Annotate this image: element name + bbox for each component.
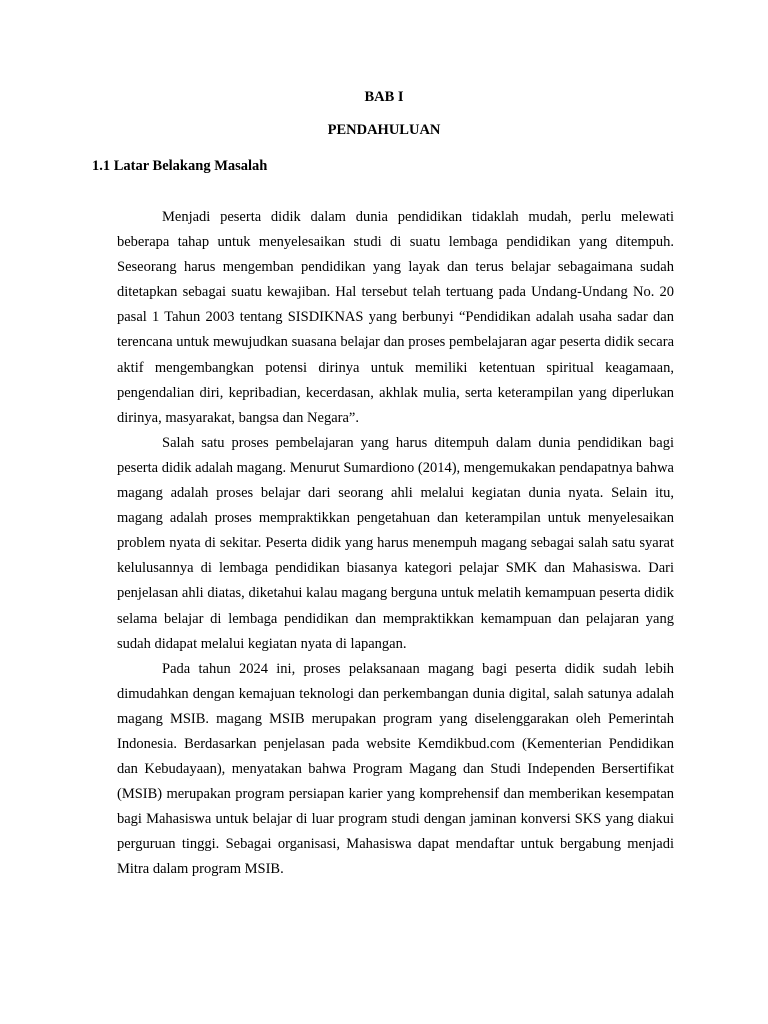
paragraph-2: Salah satu proses pembelajaran yang harus ditempuh dalam dunia pendidikan bagi peserta didik adalah magang. Menurut Sumardiono (2014), mengemukakan pendapatnya bahwa magang adalah proses belajar dari seorang ahli melalui kegiatan dunia nyata. Selain itu, magang adalah proses mempraktikkan pengetahuan dan keterampilan untuk menyelesaikan problem nyata di sekitar. Peserta didik yang harus menempuh magang sebagai salah satu syarat kelulusannya di lembaga pendidikan biasanya kategori pelajar SMK dan Mahasiswa. Dari penjelasan ahli diatas, diketahui kalau magang berguna untuk melatih kemampuan peserta didik selama belajar di lembaga pendidikan dan mempraktikkan kemampuan dan pelajaran yang sudah didapat melalui kegiatan nyata di lapangan. (117, 434, 674, 652)
paragraph-1: Menjadi peserta didik dalam dunia pendidikan tidaklah mudah, perlu melewati beberapa tahap untuk menyelesaikan studi di suatu lembaga pendidikan yang ditempuh. Seseorang harus mengemban pendidikan yang layak dan terus belajar sebagaimana sudah ditetapkan sebagai suatu kewajiban. Hal tersebut telah tertuang pada Undang-Undang No. 20 pasal 1 Tahun 2003 tentang SISDIKNAS yang berbunyi “Pendidikan adalah usaha sadar dan terencana untuk mewujudkan suasana belajar dan proses pembelajaran agar peserta didik secara aktif mengembangkan potensi dirinya untuk memiliki ketentuan spiritual keagamaan, pengendalian diri, kepribadian, kecerdasan, akhlak mulia, serta keterampilan yang diperlukan dirinya, masyarakat, bangsa dan Negara”. (117, 209, 674, 426)
body-text (117, 205, 674, 883)
paragraph-3: Pada tahun 2024 ini, proses pelaksanaan magang bagi peserta didik sudah lebih dimudahkan dengan kemajuan teknologi dan perkembangan dunia digital, salah satunya adalah magang MSIB. magang MSIB merupakan program yang diselenggarakan oleh Pemerintah Indonesia. Berdasarkan penjelasan pada website Kemdikbud.com (Kementerian Pendidikan dan Kebudayaan), menyatakan bahwa Program Magang dan Studi Independen Bersertifikat (MSIB) merupakan program persiapan karier yang komprehensif dan memberikan kesempatan bagi Mahasiswa untuk belajar di luar program studi dengan jaminan konversi SKS yang diakui perguruan tinggi. Sebagai organisasi, Mahasiswa dapat mendaftar untuk bergabung menjadi Mitra dalam program MSIB. (117, 660, 674, 878)
chapter-title: PENDAHULUAN (327, 122, 441, 138)
chapter-label: BAB I (364, 89, 404, 105)
section-heading: 1.1 Latar Belakang Masalah (92, 158, 268, 174)
